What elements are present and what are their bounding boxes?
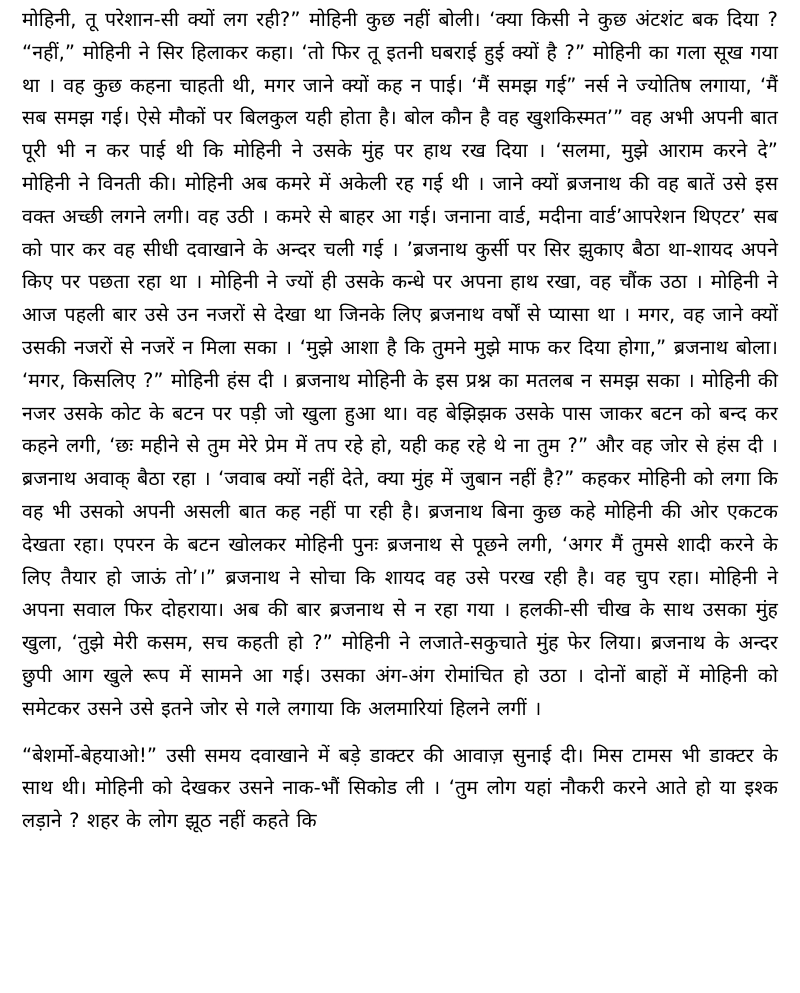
paragraph-2: “बेशर्मो-बेहयाओ!” उसी समय दवाखाने में बड़े डाक्टर की आवाज़ सुनाई दी। मिस टामस भी डाक्टर के साथ थी। मोहिनी को देखकर उसने नाक-भौं सिकोड ली । ‘तुम लोग यहां नौकरी करने आते हो या इश्क लड़ाने ? शहर के लोग झूठ नहीं कहते कि xyxy=(22,743,778,833)
paragraph-1: मोहिनी, तू परेशान-सी क्यों लग रही?” मोहिनी कुछ नहीं बोली। ‘क्या किसी ने कुछ अंटशंट बक दिया ? “नहीं,” मोहिनी ने सिर हिलाकर कहा। ‘तो फिर तू इतनी घबराई हुई क्यों है ?” मोहिनी का गला सूख गया था । वह कुछ कहना चाहती थी, मगर जाने क्यों कह न पाई। ‘मैं समझ गई” नर्स ने ज्योतिष लगाया, ‘मैं सब समझ गई। ऐसे मौकों पर बिलकुल यही होता है। बोल कौन है वह खुशकिस्मत’” वह अभी अपनी बात पूरी भी न कर पाई थी कि मोहिनी ने उसके मुंह पर हाथ रख दिया । ‘सलमा, मुझे आराम करने दे” मोहिनी ने विनती की। मोहिनी अब कमरे में अकेली रह गई थी । जाने क्यों ब्रजनाथ की वह बातें उसे इस वक्त अच्छी लगने लगी। वह उठी । कमरे से बाहर आ गई। जनाना वार्ड, मदीना वार्ड’आपरेशन थिएटर’ सब को पार कर वह सीधी दवाखाने के अन्दर चली गई । ’ब्रजनाथ कुर्सी पर सिर झुकाए बैठा था-शायद अपने किए पर पछता रहा था । मोहिनी ने ज्यों ही उसके कन्धे पर अपना हाथ रखा, वह चौंक उठा । मोहिनी ने आज पहली बार उसे उन नजरों से देखा था जिनके लिए ब्रजनाथ वर्षों से प्यासा था । मगर, वह जाने क्यों उसकी नजरों से नजरें न मिला सका । ‘मुझे आशा है कि तुमने मुझे माफ कर दिया होगा,” ब्रजनाथ बोला। ‘मगर, किसलिए ?” मोहिनी हंस दी । ब्रजनाथ मोहिनी के इस प्रश्न का मतलब न समझ सका । मोहिनी की नजर उसके कोट के बटन पर पड़ी जो खुला हुआ था। वह बेझिझक उसके पास जाकर बटन को बन्द कर कहने लगी, ‘छः महीने से तुम मेरे प्रेम में तप रहे हो, यही कह रहे थे ना तुम ?” और वह जोर से हंस दी । ब्रजनाथ अवाक् बैठा रहा । ‘जवाब क्यों नहीं देते, क्या मुंह में जुबान नहीं है?” कहकर मोहिनी को लगा कि वह भी उसको अपनी असली बात कह नहीं पा रही है। ब्रजनाथ बिना कुछ कहे मोहिनी की ओर एकटक देखता रहा। एपरन के बटन खोलकर मोहिनी पुनः ब्रजनाथ से पूछने लगी, ‘अगर मैं तुमसे शादी करने के लिए तैयार हो जाऊं तो’।” ब्रजनाथ ने सोचा कि शायद वह उसे परख रही है। वह चुप रहा। मोहिनी ने अपना सवाल फिर दोहराया। अब की बार ब्रजनाथ से न रहा गया । हलकी-सी चीख के साथ उसका मुंह खुला, ‘तुझे मेरी कसम, सच कहती हो ?” मोहिनी ने लजाते-सकुचाते मुंह फेर लिया। ब्रजनाथ के अन्दर छुपी आग खुले रूप में सामने आ गई। उसका अंग-अंग रोमांचित हो उठा । दोनों बाहों में मोहिनी को समेटकर उसने उसे इतने जोर से गले लगाया कि अलमारियां हिलने लगीं । xyxy=(22,8,778,720)
